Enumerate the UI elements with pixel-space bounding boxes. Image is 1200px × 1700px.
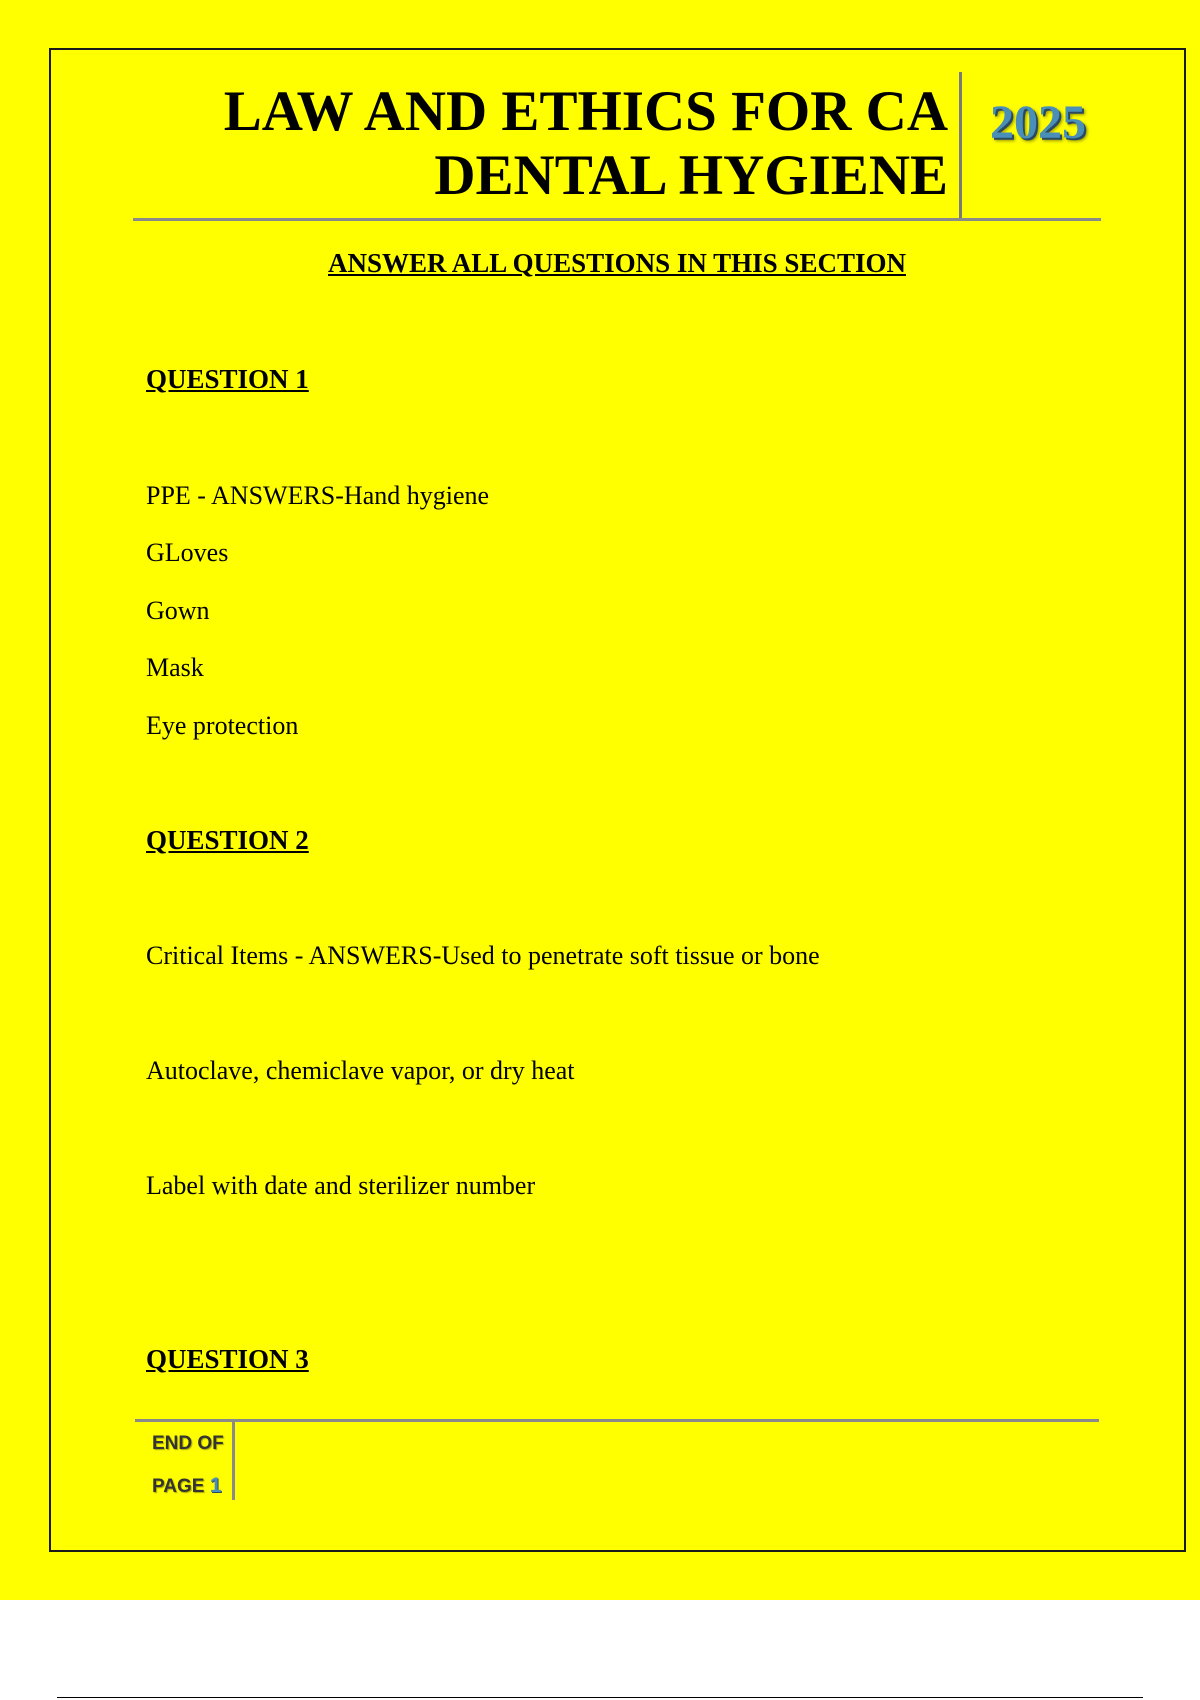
- footer-page-number: 1: [209, 1474, 222, 1497]
- title-line-1: LAW AND ETHICS FOR CA: [223, 80, 948, 143]
- question-1-line: PPE - ANSWERS-Hand hygiene: [146, 481, 490, 510]
- year-label: 2025: [990, 96, 1086, 149]
- header-rule: [133, 218, 1101, 221]
- question-1-line: GLoves: [146, 538, 229, 567]
- document-title: [150, 80, 948, 208]
- page-footer: [152, 1423, 224, 1508]
- footer-page-line: [152, 1465, 224, 1508]
- question-1-heading: QUESTION 1: [146, 364, 309, 394]
- footer-page-label: PAGE: [152, 1476, 205, 1497]
- question-3-heading: QUESTION 3: [146, 1344, 309, 1374]
- footer-rule: [135, 1419, 1099, 1422]
- question-2-line: Critical Items - ANSWERS-Used to penetrate soft tissue or bone: [146, 941, 820, 970]
- title-line-2: DENTAL HYGIENE: [434, 144, 948, 207]
- footer-divider: [232, 1421, 235, 1500]
- question-2-heading: QUESTION 2: [146, 825, 309, 855]
- question-1-line: Gown: [146, 596, 210, 625]
- section-heading: ANSWER ALL QUESTIONS IN THIS SECTION: [328, 248, 906, 278]
- question-1-line: Eye protection: [146, 711, 299, 740]
- question-2-line: Label with date and sterilizer number: [146, 1171, 536, 1200]
- question-1-line: Mask: [146, 653, 204, 682]
- question-2-line: Autoclave, chemiclave vapor, or dry heat: [146, 1056, 575, 1085]
- title-divider: [959, 72, 962, 220]
- bottom-rule: [57, 1697, 1143, 1698]
- footer-end-of: END OF: [152, 1433, 224, 1454]
